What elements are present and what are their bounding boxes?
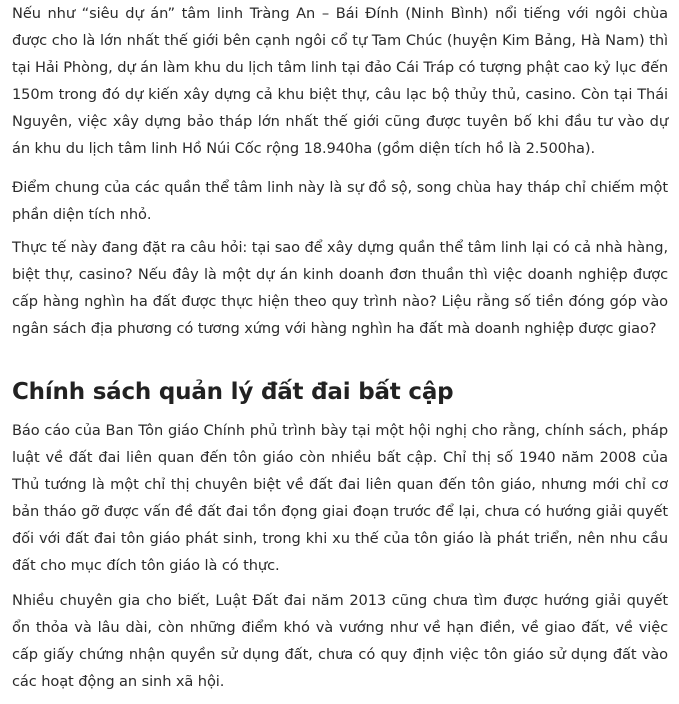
paragraph-intro: Nếu như “siêu dự án” tâm linh Tràng An – Bái Đính (Ninh Bình) nổi tiếng với ngôi chùa được cho là lớn nhất thế giới bên cạnh ngôi cổ tự Tam Chúc (huyện Kim Bảng, Hà Nam) thì tại Hải Phòng, dự án làm khu du lịch tâm linh tại đảo Cái Tráp có tượng phật cao kỷ lục đến 150m trong đó dự kiến xây dựng cả khu biệt thự, câu lạc bộ thủy thủ, casino. Còn tại Thái Nguyên, việc xây dựng bảo tháp lớn nhất thế giới cũng được tuyên bố khi đầu tư vào dự án khu du lịch tâm linh Hồ Núi Cốc rộng 18.940ha (gồm diện tích hồ là 2.500ha). — [12, 5, 668, 157]
paragraph-land-law: Nhiều chuyên gia cho biết, Luật Đất đai năm 2013 cũng chưa tìm được hướng giải quyết ổn thỏa và lâu dài, còn những điểm khó và vướng như về hạn điền, về giao đất, về việc cấp giấy chứng nhận quyền sử dụng đất, chưa có quy định việc tôn giáo sử dụng đất vào các hoạt động an sinh xã hội. — [12, 592, 668, 690]
section-heading: Chính sách quản lý đất đai bất cập — [12, 379, 454, 405]
paragraph-report: Báo cáo của Ban Tôn giáo Chính phủ trình bày tại một hội nghị cho rằng, chính sách, pháp luật về đất đai liên quan đến tôn giáo còn nhiều bất cập. Chỉ thị số 1940 năm 2008 của Thủ tướng là một chỉ thị chuyên biệt về đất đai liên quan đến tôn giáo, nhưng mới chỉ cơ bản tháo gỡ được vấn đề đất đai tồn đọng giai đoạn trước để lại, chưa có hướng giải quyết đối với đất đai tôn giáo phát sinh, trong khi xu thế của tôn giáo là phát triển, nên nhu cầu đất cho mục đích tôn giáo là có thực. — [12, 422, 668, 574]
paragraph-common-point: Điểm chung của các quần thể tâm linh này là sự đồ sộ, song chùa hay tháp chỉ chiếm một phần diện tích nhỏ. — [12, 179, 668, 223]
paragraph-question: Thực tế này đang đặt ra câu hỏi: tại sao để xây dựng quần thể tâm linh lại có cả nhà hàng, biệt thự, casino? Nếu đây là một dự án kinh doanh đơn thuần thì việc doanh nghiệp được cấp hàng nghìn ha đất được thực hiện theo quy trình nào? Liệu rằng số tiền đóng góp vào ngân sách địa phương có tương xứng với hàng nghìn ha đất mà doanh nghiệp được giao? — [12, 239, 668, 337]
